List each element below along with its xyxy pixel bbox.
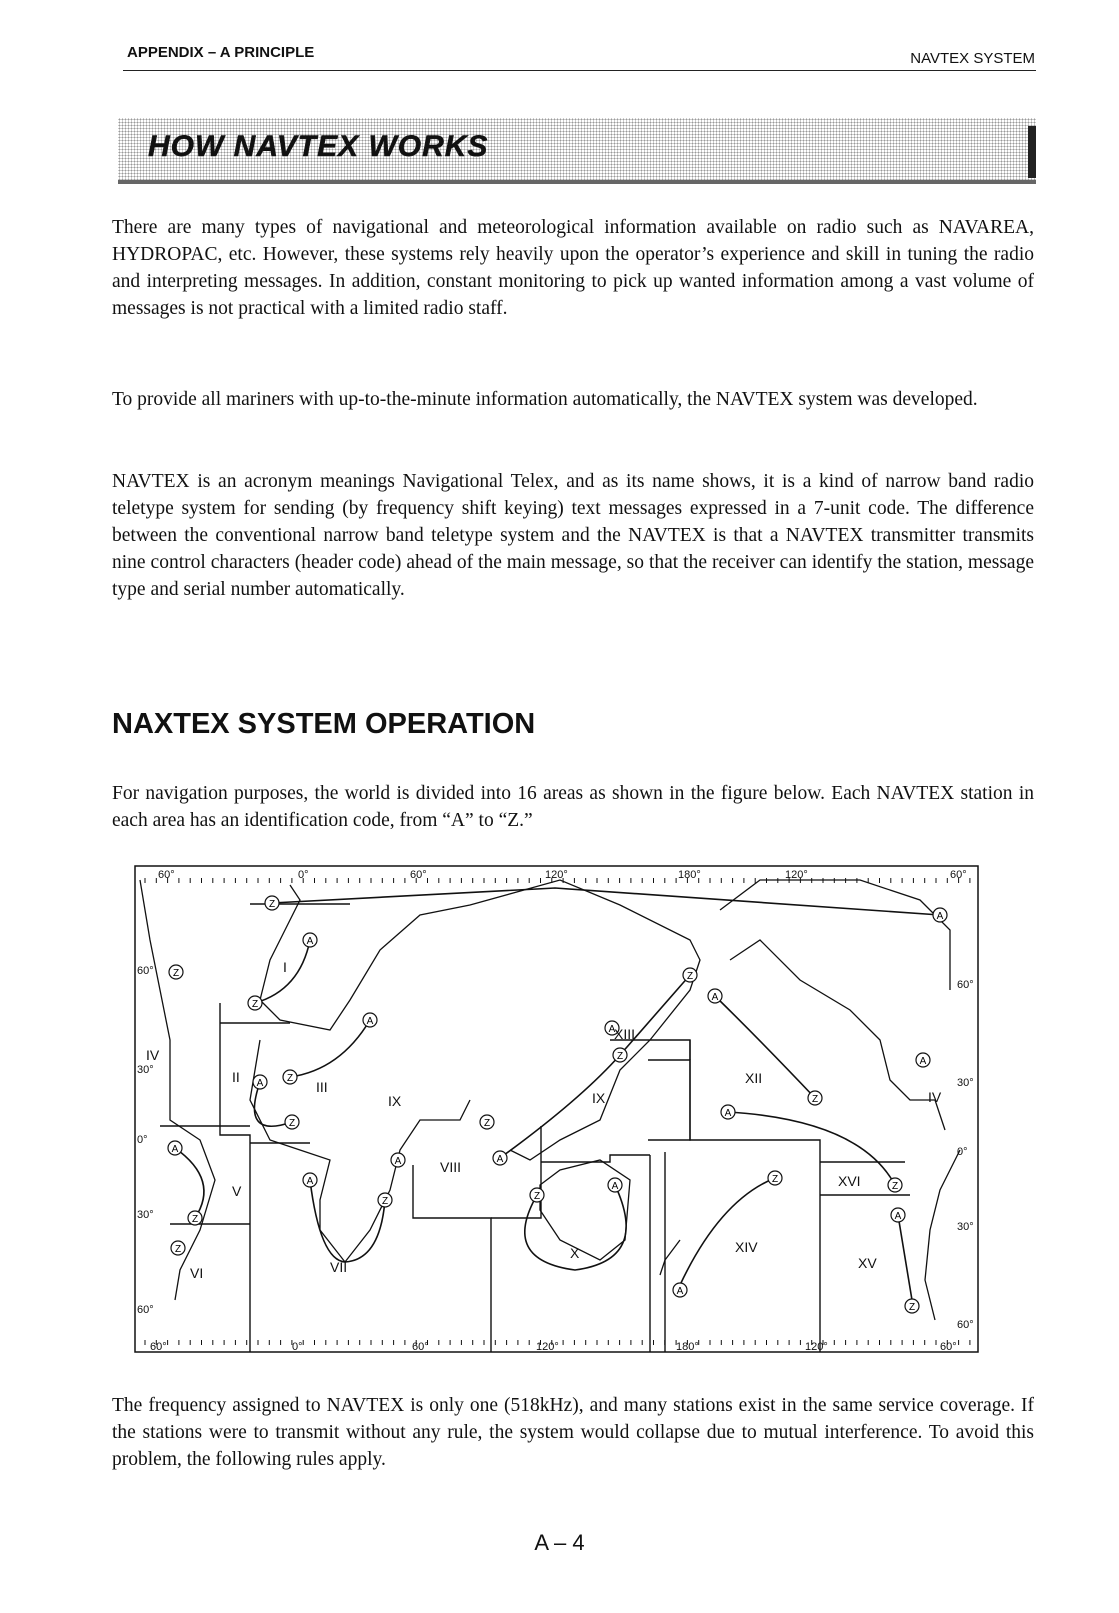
coastlines <box>140 880 960 1320</box>
area-label: IV <box>146 1047 160 1063</box>
left-tick-label: 60° <box>137 965 154 977</box>
bottom-tick-label: 120° <box>536 1341 559 1353</box>
svg-text:Z: Z <box>172 968 180 979</box>
svg-text:Z: Z <box>533 1191 541 1202</box>
area-label: XVI <box>838 1173 861 1189</box>
station-end-marker <box>888 1178 902 1192</box>
area-label: XII <box>745 1070 763 1086</box>
station-end-marker <box>613 1048 627 1062</box>
closing-paragraph: The frequency assigned to NAVTEX is only one (518kHz), and many stations exist in the same service coverage. If the stations were to transmit without any rule, the system would collapse due to mutual interference. To avoid this problem, the following rules apply. <box>112 1395 1034 1470</box>
svg-text:Z: Z <box>908 1302 916 1313</box>
banner-title: HOW NAVTEX WORKS <box>148 130 489 163</box>
station-end-marker <box>480 1115 494 1129</box>
station-end-marker <box>530 1188 544 1202</box>
left-tick-label: 30° <box>137 1209 154 1221</box>
svg-text:Z: Z <box>811 1094 819 1105</box>
station-start-marker <box>673 1283 687 1297</box>
station-start-marker <box>363 1013 377 1027</box>
svg-text:A: A <box>724 1108 732 1119</box>
top-tick-label: 60° <box>410 869 427 881</box>
station-start-marker <box>608 1178 622 1192</box>
bottom-tick-label: 60° <box>150 1341 167 1353</box>
area-label: XIV <box>735 1239 758 1255</box>
top-tick-label: 120° <box>545 869 568 881</box>
station-start-marker <box>933 908 947 922</box>
svg-text:Z: Z <box>686 971 694 982</box>
svg-text:A: A <box>394 1156 402 1167</box>
station-end-marker <box>283 1070 297 1084</box>
area-label: IX <box>592 1090 606 1106</box>
section-title: NAXTEX SYSTEM OPERATION <box>112 708 536 740</box>
page-number: A – 4 <box>534 1530 585 1555</box>
bottom-tick-label: 0° <box>292 1341 303 1353</box>
area-label: IX <box>388 1093 402 1109</box>
top-tick-label: 60° <box>950 869 967 881</box>
top-tick-label: 180° <box>678 869 701 881</box>
svg-text:A: A <box>711 992 719 1003</box>
header-rule <box>123 70 1036 71</box>
paragraph-2: To provide all mariners with up-to-the-minute information automatically, the NAVTEX system was developed. <box>112 389 978 410</box>
svg-text:Z: Z <box>381 1196 389 1207</box>
station-start-marker <box>303 1173 317 1187</box>
svg-text:A: A <box>306 1176 314 1187</box>
svg-text:A: A <box>256 1078 264 1089</box>
svg-text:A: A <box>608 1024 616 1035</box>
top-tick-label: 0° <box>298 869 309 881</box>
bottom-tick-label: 180° <box>676 1341 699 1353</box>
area-label: V <box>232 1183 242 1199</box>
svg-text:Z: Z <box>891 1181 899 1192</box>
station-end-marker <box>188 1211 202 1225</box>
area-label: I <box>283 959 287 975</box>
svg-text:Z: Z <box>771 1174 779 1185</box>
right-tick-label: 30° <box>957 1077 974 1089</box>
svg-text:A: A <box>919 1056 927 1067</box>
svg-text:Z: Z <box>191 1214 199 1225</box>
svg-text:A: A <box>306 936 314 947</box>
right-tick-label: 30° <box>957 1221 974 1233</box>
station-start-marker <box>916 1053 930 1067</box>
station-end-marker <box>285 1115 299 1129</box>
navtex-areas-map <box>130 858 982 1358</box>
top-tick-label: 120° <box>785 869 808 881</box>
left-tick-label: 30° <box>137 1064 154 1076</box>
top-tick-label: 60° <box>158 869 175 881</box>
area-label: VII <box>330 1259 348 1275</box>
header-left: APPENDIX – A PRINCIPLE <box>127 44 315 61</box>
section-intro: For navigation purposes, the world is divided into 16 areas as shown in the figure below. Each NAVTEX station in each area has an identification code, from “A” to “Z.” <box>112 783 1034 831</box>
svg-text:A: A <box>366 1016 374 1027</box>
paragraph-3: NAVTEX is an acronym meanings Navigational Telex, and as its name shows, it is a kind of narrow band radio teletype system for sending (by frequency shift keying) text messages expressed in a 7-unit code. The difference between the conventional narrow band teletype system and the NAVTEX is that a NAVTEX transmitter transmits nine control characters (header code) ahead of the main message, so that the receiver can identify the station, message type and serial number automatically. <box>112 471 1034 600</box>
station-start-marker <box>891 1208 905 1222</box>
station-end-marker <box>171 1241 185 1255</box>
station-end-marker <box>905 1299 919 1313</box>
station-end-marker <box>265 896 279 910</box>
banner-end-bar <box>1028 126 1036 178</box>
station-routes <box>172 888 940 1300</box>
svg-text:Z: Z <box>288 1118 296 1129</box>
station-end-marker <box>248 996 262 1010</box>
paragraph-1: There are many types of navigational and meteorological information available on radio such as NAVAREA, HYDROPAC, etc. However, these systems rely heavily upon the operator’s experience and skill in tuning the radio and interpreting messages. In addition, constant monitoring to pick up wanted information among a vast volume of messages is not practical with a limited radio staff. <box>112 217 1034 319</box>
svg-text:Z: Z <box>616 1051 624 1062</box>
svg-text:A: A <box>936 911 944 922</box>
area-label: VIII <box>440 1159 462 1175</box>
area-label: XIII <box>614 1026 636 1042</box>
svg-text:A: A <box>894 1211 902 1222</box>
bottom-tick-label: 60° <box>940 1341 957 1353</box>
svg-text:A: A <box>496 1154 504 1165</box>
station-start-marker <box>253 1075 267 1089</box>
svg-text:A: A <box>171 1144 179 1155</box>
area-label: II <box>232 1069 240 1085</box>
station-end-marker <box>378 1193 392 1207</box>
station-end-marker <box>768 1171 782 1185</box>
svg-text:A: A <box>676 1286 684 1297</box>
bottom-tick-label: 120° <box>805 1341 828 1353</box>
left-tick-label: 0° <box>137 1134 148 1146</box>
station-start-marker <box>493 1151 507 1165</box>
station-end-marker <box>169 965 183 979</box>
left-tick-label: 60° <box>137 1304 154 1316</box>
header-right: NAVTEX SYSTEM <box>910 50 1035 67</box>
area-label: IV <box>928 1089 942 1105</box>
svg-text:Z: Z <box>268 899 276 910</box>
station-start-marker <box>168 1141 182 1155</box>
right-tick-label: 60° <box>957 1319 974 1331</box>
svg-text:Z: Z <box>174 1244 182 1255</box>
bottom-tick-label: 60° <box>412 1341 429 1353</box>
svg-text:Z: Z <box>483 1118 491 1129</box>
station-start-marker <box>303 933 317 947</box>
area-label: III <box>316 1079 328 1095</box>
map-frame <box>135 866 978 1352</box>
svg-text:A: A <box>611 1181 619 1192</box>
area-label: X <box>570 1245 580 1261</box>
right-tick-label: 0° <box>957 1146 968 1158</box>
station-start-marker <box>391 1153 405 1167</box>
right-tick-label: 60° <box>957 979 974 991</box>
station-start-marker <box>708 989 722 1003</box>
area-boundaries <box>160 904 910 1352</box>
station-start-marker <box>721 1105 735 1119</box>
area-label: XV <box>858 1255 877 1271</box>
section-banner <box>118 118 1036 184</box>
svg-text:Z: Z <box>251 999 259 1010</box>
station-end-marker <box>808 1091 822 1105</box>
station-end-marker <box>683 968 697 982</box>
svg-text:Z: Z <box>286 1073 294 1084</box>
area-label: VI <box>190 1265 204 1281</box>
